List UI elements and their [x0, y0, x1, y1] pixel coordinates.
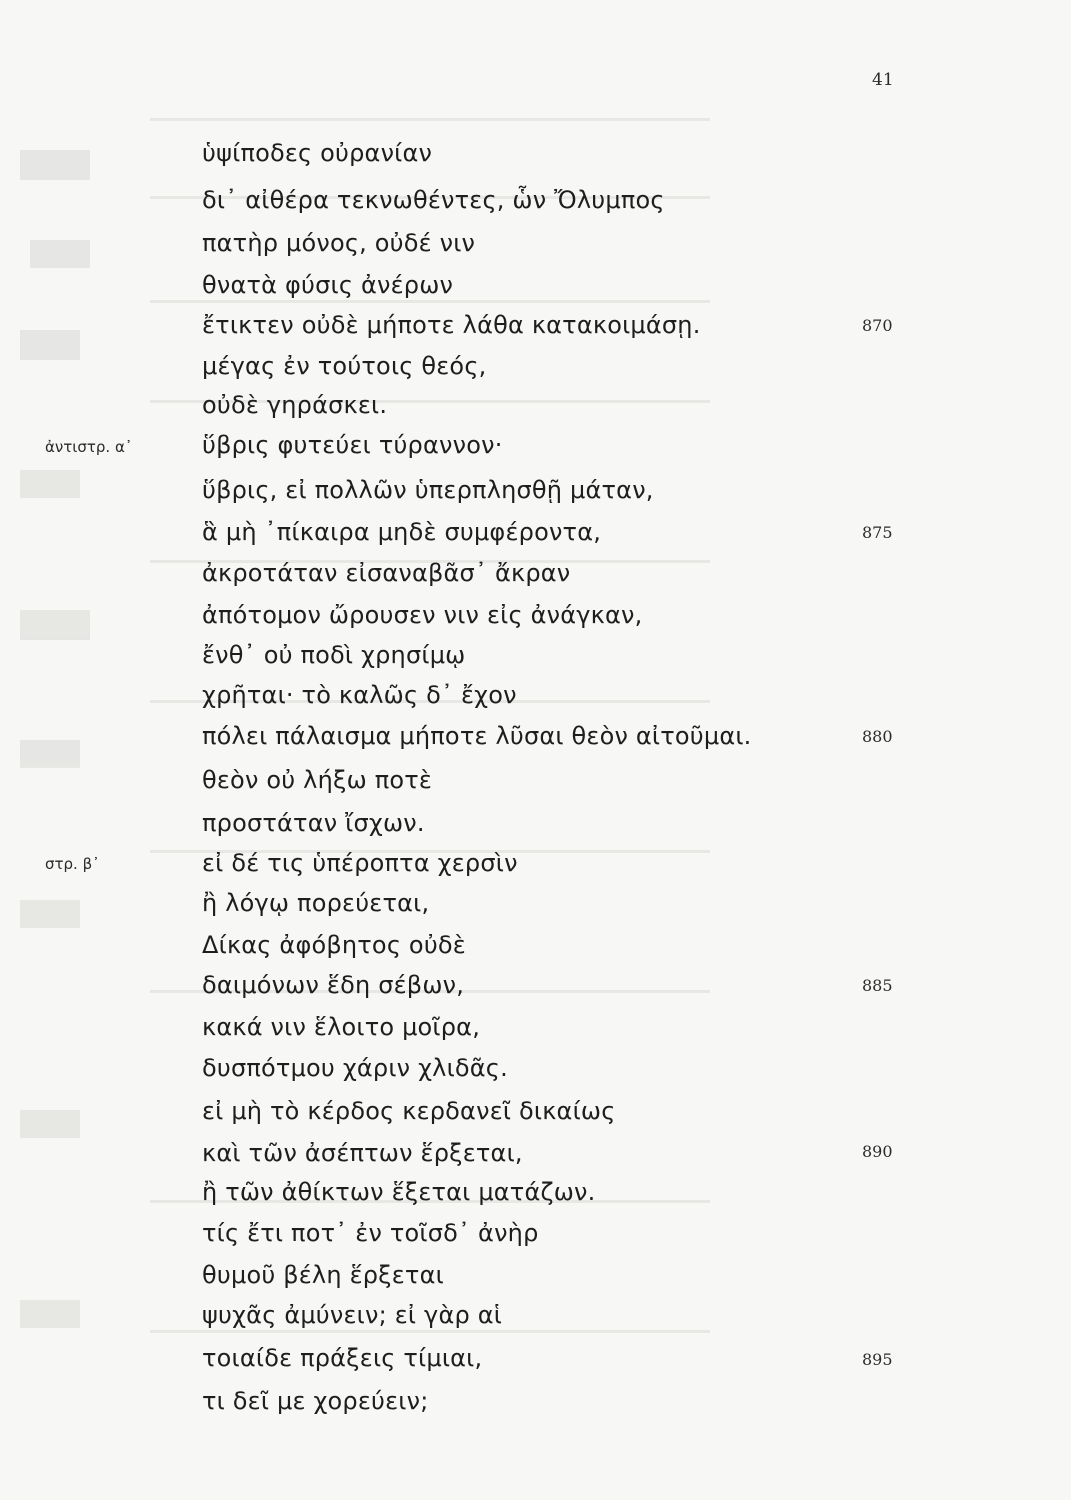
line-number: 870 [862, 316, 893, 335]
verse-line: δαιμόνων ἕδη σέβων, [202, 971, 465, 999]
verse-line: τοιαίδε πράξεις τίμιαι, [202, 1344, 483, 1372]
verse-line: ἀκροτάταν εἰσαναβᾶσ᾽ ἄκραν [202, 559, 571, 587]
verse-line: Δίκας ἀφόβητος οὐδὲ [202, 931, 466, 959]
line-number: 890 [862, 1142, 893, 1161]
verse-line: ὕβρις φυτεύει τύραννον· [202, 431, 503, 459]
verse-line: προστάταν ἴσχων. [202, 809, 425, 837]
verse-line: θνατὰ φύσις ἀνέρων [202, 271, 454, 299]
verse-line: ἀπότομον ὤρουσεν νιν εἰς ἀνάγκαν, [202, 601, 643, 629]
verse-line: ὕβρις, εἰ πολλῶν ὑπερπλησθῇ μάταν, [202, 476, 654, 504]
verse-line: ὑψίποδες οὐρανίαν [202, 139, 433, 167]
verse-line: ἢ λόγῳ πορεύεται, [202, 889, 430, 917]
verse-line: πατὴρ μόνος, οὐδέ νιν [202, 229, 476, 257]
verse-line: ψυχᾶς ἀμύνειν; εἰ γὰρ αἱ [202, 1301, 503, 1329]
verse-line: καὶ τῶν ἀσέπτων ἕρξεται, [202, 1139, 523, 1167]
section-label-strophe: στρ. β᾽ [45, 855, 100, 873]
verse-line: τίς ἔτι ποτ᾽ ἐν τοῖσδ᾽ ἀνὴρ [202, 1219, 539, 1247]
verse-line: θυμοῦ βέλη ἕρξεται [202, 1261, 444, 1289]
section-label-antistrophe: ἀντιστρ. α᾽ [45, 438, 133, 456]
verse-line: κακά νιν ἕλοιτο μοῖρα, [202, 1013, 481, 1041]
verse-line: ἢ τῶν ἀθίκτων ἕξεται ματάζων. [202, 1178, 596, 1206]
line-number: 880 [862, 727, 893, 746]
verse-line: δι᾽ αἰθέρα τεκνωθέντες, ὧν Ὄλυμπος [202, 186, 665, 214]
verse-line: πόλει πάλαισμα μήποτε λῦσαι θεὸν αἰτοῦμαι. [202, 722, 752, 750]
verse-line: δυσπότμου χάριν χλιδᾶς. [202, 1054, 508, 1082]
verse-line: εἰ δέ τις ὑπέροπτα χερσὶν [202, 849, 518, 877]
verse-line: χρῆται· τὸ καλῶς δ᾽ ἔχον [202, 681, 517, 709]
verse-line: μέγας ἐν τούτοις θεός, [202, 352, 487, 380]
verse-line: ἃ μὴ ᾽πίκαιρα μηδὲ συμφέροντα, [202, 518, 602, 546]
line-number: 875 [862, 523, 893, 542]
verse-line: θεὸν οὐ λήξω ποτὲ [202, 766, 433, 794]
page-number: 41 [872, 70, 894, 90]
verse-line: τι δεῖ με χορεύειν; [202, 1387, 429, 1415]
verse-line: ἔτικτεν οὐδὲ μήποτε λάθα κατακοιμάσῃ. [202, 311, 701, 339]
line-number: 885 [862, 976, 893, 995]
verse-line: ἔνθ᾽ οὐ ποδὶ χρησίμῳ [202, 641, 466, 669]
verse-line: οὐδὲ γηράσκει. [202, 391, 388, 419]
verse-line: εἰ μὴ τὸ κέρδος κερδανεῖ δικαίως [202, 1097, 616, 1125]
line-number: 895 [862, 1350, 893, 1369]
